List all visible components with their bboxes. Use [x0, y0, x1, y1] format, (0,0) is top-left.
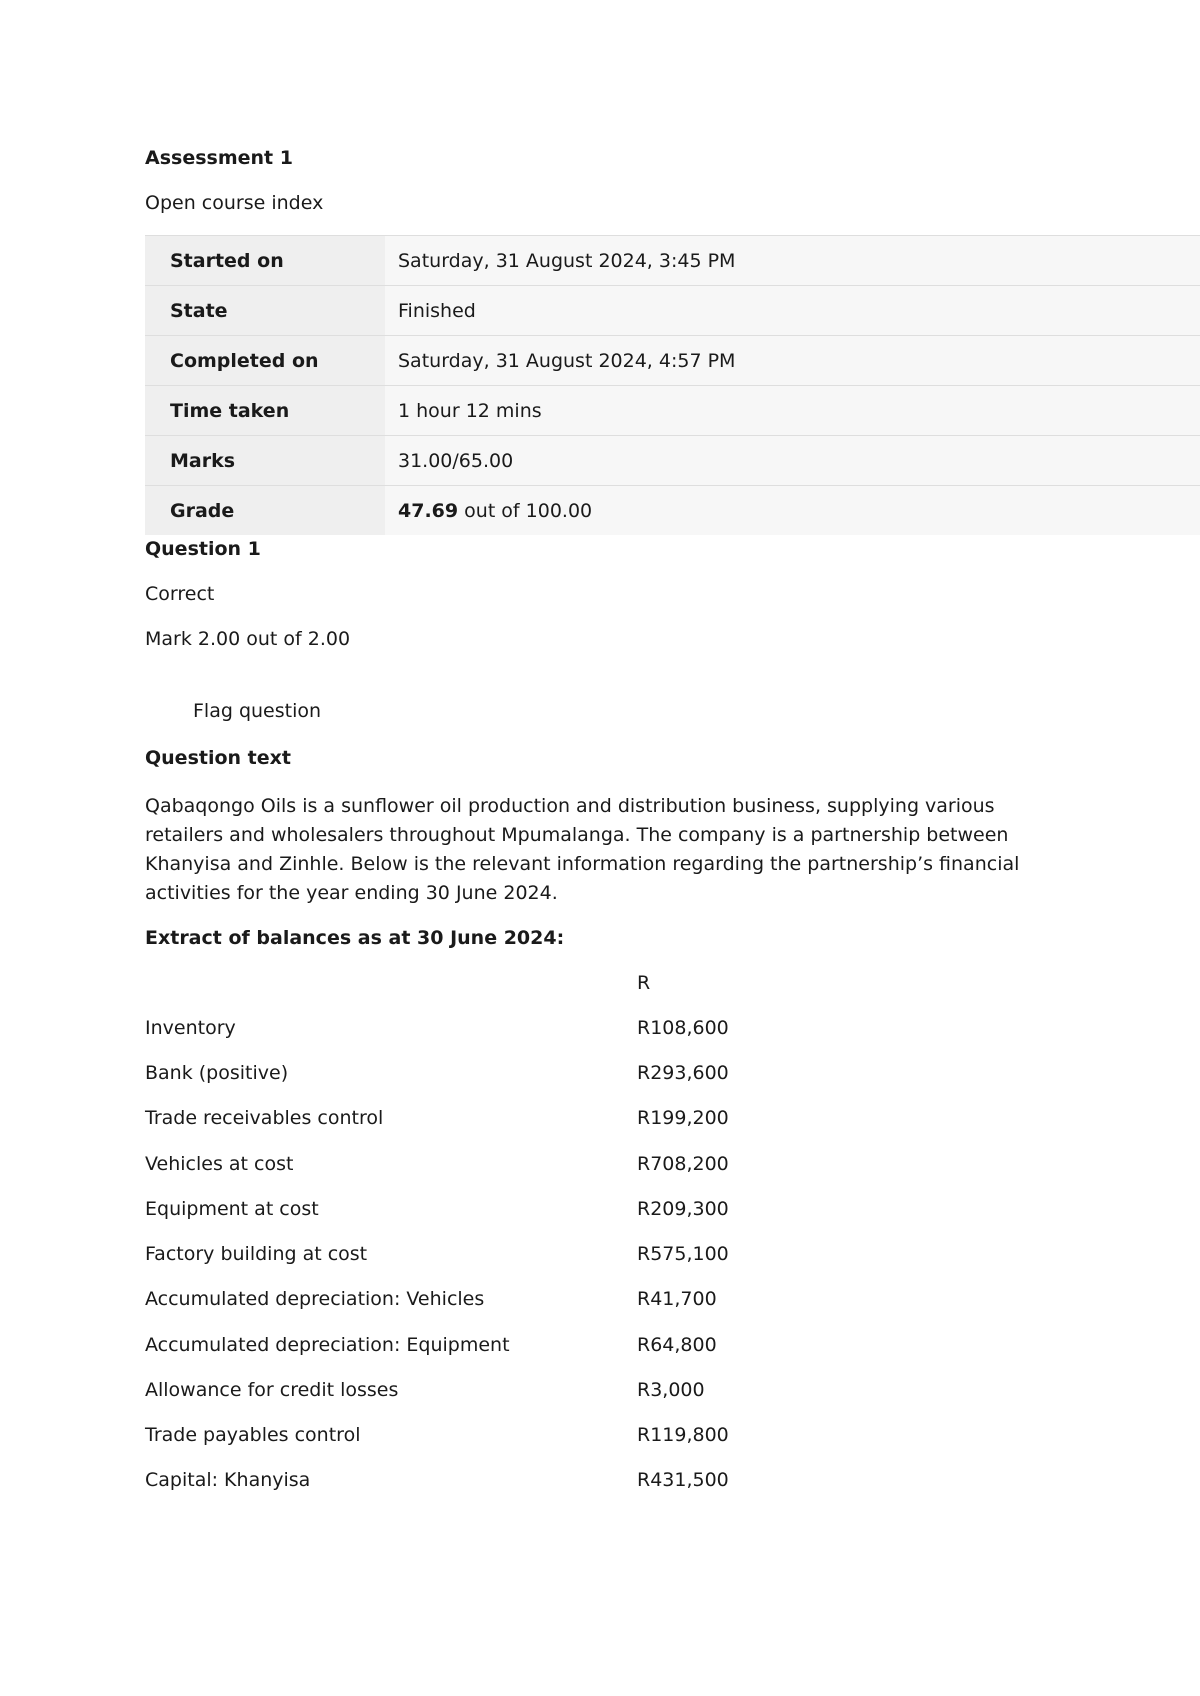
- summary-label: Marks: [145, 436, 385, 486]
- balance-label: Capital: Khanyisa: [145, 1469, 311, 1491]
- summary-row-marks: [145, 436, 1200, 486]
- attempt-summary-table: [145, 235, 1200, 535]
- balance-amount: R708,200: [637, 1153, 729, 1175]
- question-status: Correct: [145, 583, 215, 605]
- summary-label: Time taken: [145, 386, 385, 436]
- flag-question-link[interactable]: Flag question: [193, 700, 322, 722]
- balance-label: Trade payables control: [145, 1424, 361, 1446]
- balance-row: [145, 1153, 1045, 1183]
- balance-label: Accumulated depreciation: Equipment: [145, 1334, 510, 1356]
- balance-row: [145, 1107, 1045, 1137]
- balance-amount: R431,500: [637, 1469, 729, 1491]
- balance-amount: R575,100: [637, 1243, 729, 1265]
- summary-value: Saturday, 31 August 2024, 4:57 PM: [385, 336, 1200, 386]
- balance-row: [145, 1017, 1045, 1047]
- balance-amount: R209,300: [637, 1198, 729, 1220]
- question-title: Question 1: [145, 538, 261, 560]
- page-title: Assessment 1: [145, 147, 293, 169]
- balance-amount: R119,800: [637, 1424, 729, 1446]
- currency-column-header: R: [637, 972, 651, 994]
- balance-amount: R108,600: [637, 1017, 729, 1039]
- balance-row: [145, 1334, 1045, 1364]
- balance-label: Factory building at cost: [145, 1243, 368, 1265]
- extract-heading: Extract of balances as at 30 June 2024:: [145, 927, 565, 949]
- balance-row: [145, 1198, 1045, 1228]
- balance-label: Vehicles at cost: [145, 1153, 294, 1175]
- summary-label: State: [145, 286, 385, 336]
- balance-label: Equipment at cost: [145, 1198, 319, 1220]
- balance-label: Inventory: [145, 1017, 236, 1039]
- summary-value: Finished: [385, 286, 1200, 336]
- balance-label: Accumulated depreciation: Vehicles: [145, 1288, 485, 1310]
- open-course-index-link[interactable]: Open course index: [145, 192, 324, 214]
- balance-label: Allowance for credit losses: [145, 1379, 399, 1401]
- balance-label: Trade receivables control: [145, 1107, 384, 1129]
- summary-row-started: [145, 236, 1200, 286]
- balance-row: [145, 1379, 1045, 1409]
- question-text-heading: Question text: [145, 747, 291, 769]
- summary-row-completed: [145, 336, 1200, 386]
- summary-value: 1 hour 12 mins: [385, 386, 1200, 436]
- balance-amount: R41,700: [637, 1288, 717, 1310]
- grade-out-of: out of 100.00: [458, 499, 593, 522]
- balance-row: [145, 1424, 1045, 1454]
- summary-value: [385, 486, 1200, 536]
- summary-row-state: [145, 286, 1200, 336]
- summary-row-time-taken: [145, 386, 1200, 436]
- balance-row: [145, 1243, 1045, 1273]
- summary-value: Saturday, 31 August 2024, 3:45 PM: [385, 236, 1200, 286]
- summary-value: 31.00/65.00: [385, 436, 1200, 486]
- balance-row: [145, 1469, 1045, 1499]
- balance-amount: R64,800: [637, 1334, 717, 1356]
- summary-label: Grade: [145, 486, 385, 536]
- summary-label: Completed on: [145, 336, 385, 386]
- balance-row: [145, 1288, 1045, 1318]
- question-body: Qabaqongo Oils is a sunflower oil production and distribution business, supplying various retailers and wholesalers throughout Mpumalanga. The company is a partnership between Khanyisa and Zinhle. Below is the relevant information regarding the partnership’s financial activities for the year ending 30 June 2024.: [145, 795, 1020, 904]
- summary-label: Started on: [145, 236, 385, 286]
- grade-score: 47.69: [398, 499, 459, 522]
- question-mark: Mark 2.00 out of 2.00: [145, 628, 351, 650]
- balance-row: [145, 1062, 1045, 1092]
- balance-amount: R199,200: [637, 1107, 729, 1129]
- balance-amount: R3,000: [637, 1379, 705, 1401]
- balance-amount: R293,600: [637, 1062, 729, 1084]
- balance-label: Bank (positive): [145, 1062, 289, 1084]
- summary-row-grade: [145, 486, 1200, 536]
